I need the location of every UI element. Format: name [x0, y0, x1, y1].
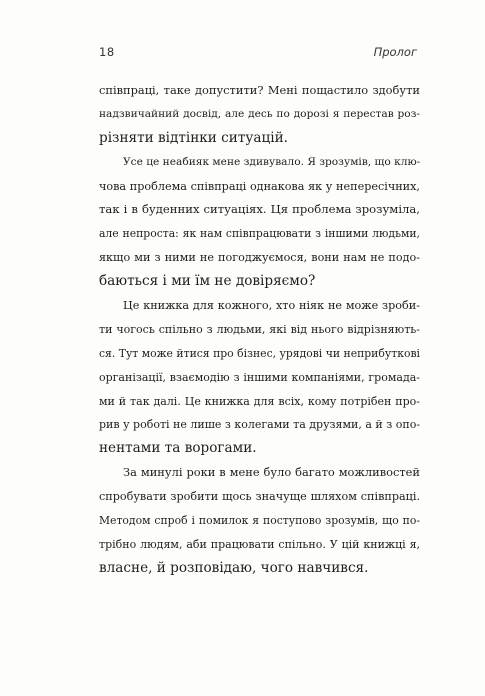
text-line: якщо ми з ними не погоджуємося, вони нам не подо- [99, 251, 420, 265]
text-line: але непроста: як нам співпрацювати з іншими людьми, [99, 227, 420, 241]
text-line: Усе це неабияк мене здивувало. Я зрозумів, що клю- [123, 155, 420, 168]
text-line: нентами та ворогами. [99, 440, 257, 457]
text-line: ся. Тут може йтися про бізнес, урядові чи неприбуткові [99, 346, 420, 360]
text-line: чова проблема співпраці однакова як у непересічних, [99, 179, 420, 193]
text-line: баються і ми їм не довіряємо? [99, 273, 316, 290]
text-line: За минулі роки в мене було багато можливостей [123, 465, 420, 480]
paragraph [99, 461, 420, 580]
text-line: ми й так далі. Це книжка для всіх, кому потрібен про- [99, 394, 420, 408]
page-number: 18 [99, 45, 115, 59]
paragraph [99, 294, 420, 461]
text-line: спробувати зробити щось значуще шляхом співпраці. [99, 490, 420, 504]
text-line: організації, взаємодію з іншими компаніями, громада- [99, 370, 420, 384]
text-line: Методом спроб і помилок я поступово зрозумів, що по- [99, 514, 420, 528]
text-line: співпраці, таке допустити? Мені пощастило здобути [99, 83, 420, 97]
text-line: так і в буденних ситуаціях. Ця проблема зрозуміла, [99, 202, 420, 217]
text-line: надзвичайний досвід, але десь по дорозі я перестав роз- [99, 107, 420, 120]
text-line: власне, й розповідаю, чого навчився. [99, 559, 369, 576]
body-text [99, 79, 420, 581]
text-line: різняти відтінки ситуацій. [99, 129, 288, 146]
paragraph [99, 151, 420, 294]
paragraph [99, 79, 420, 151]
page-header [99, 45, 417, 63]
running-head-chapter-title: Пролог [373, 45, 417, 59]
text-line: ти чогось спільно з людьми, які від нього відрізняють- [99, 322, 420, 336]
text-line: трібно людям, аби працювати спільно. У цій книжці я, [99, 537, 420, 551]
text-line: Це книжка для кожного, хто ніяк не може зроби- [123, 299, 420, 313]
text-line: рив у роботі не лише з колегами та друзями, а й з опо- [99, 418, 420, 432]
